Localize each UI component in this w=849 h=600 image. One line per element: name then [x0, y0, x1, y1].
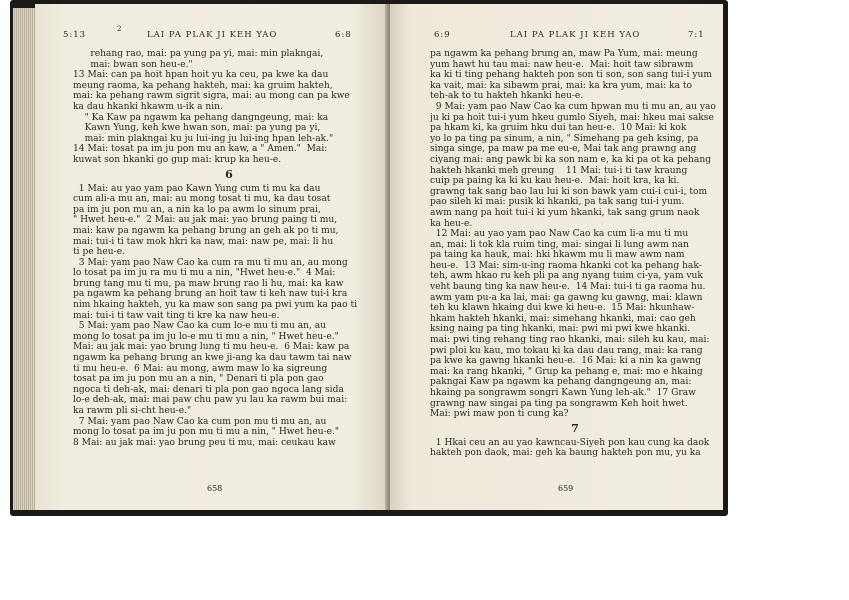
text-line: pakngai Kaw pa ngawm ka pehang dangngeung an, mai: — [430, 377, 692, 388]
text-line: lo tosat pa im ju ra mu ti mu a nin, "Hwet heu-e." 4 Mai: — [73, 268, 336, 279]
text-line: ju ki pa hoit tui-i yum hkeu gumlo Siyeh, mai: hkeu mai sakse — [430, 112, 714, 123]
text-line: rehang rao, mai: pa yung pa yi, mai: min plakngai, — [73, 49, 324, 59]
text-line: 7 Mai: yam pao Naw Cao ka cum pon mu ti mu an, au — [73, 416, 327, 427]
text-line: ka rawm pli si-cht heu-e." — [73, 406, 192, 416]
text-line: yo lo pa ting pa sinum, a nin, " Simehang pa geh ksing, pa — [430, 133, 699, 144]
left-chapter-verse: 5:13 — [63, 30, 87, 40]
text-line: hkam hakteh hkanki, mai: simehang hkanki, mai: cao geh — [430, 313, 696, 324]
text-line: pa ngawm ka pehang brung an hoit taw ti keh naw tui-i kra — [73, 289, 348, 300]
page-edges — [13, 8, 35, 510]
left-page — [35, 4, 387, 510]
text-line: grawng naw singai pa ting pa songrawm Keh hoit hwet. — [430, 398, 688, 409]
text-line: ciyang mai: ang pawk bi ka son nam e, ka ki pa ot ka pehang — [430, 154, 712, 165]
left-body-text — [73, 49, 385, 448]
text-line: 13 Mai: can pa hoit hpan hoit yu ka ceu, pa kwe ka dau — [73, 70, 329, 81]
text-line: ksing naing pa ting hkanki, mai: pwi mi pwi kwe hkanki. — [430, 324, 691, 335]
text-line: singa singe, pa maw pa me eu-e, Mai tak ang prawng ang — [430, 144, 697, 155]
text-line: yum hawt hu tau mai: naw heu-e. Mai: hoit taw sibrawm — [430, 59, 694, 70]
right-body-text — [430, 49, 720, 459]
text-line: ngoca ti deh-ak, mai: denari ti pla pon gao ngoca lang sida — [73, 384, 344, 395]
text-line: pa hkam ki, ka gruim hku dui tan heu-e. 10 Mai: ki kok — [430, 123, 687, 134]
text-line: meung raoma, ka pehang hakteh, mai: ka gruim hakteh, — [73, 80, 333, 91]
right-page — [390, 4, 723, 510]
text-line: mai: ka pehang rawm sigrit sigra, mai: au mong can pa kwe — [73, 91, 350, 102]
text-line: veht baung ting ka naw heu-e. 14 Mai: tui-i ti ga raoma hu. — [430, 282, 706, 293]
text-line: kuwat son hkanki go gup mai: krup ka heu-e. — [73, 154, 282, 165]
text-line: ti pe heu-e. — [73, 247, 125, 258]
right-running-title: LAI PA PLAK JI KEH YAO — [510, 30, 641, 40]
text-line: pa im ju pon mu an, a nin ka lo pa awm lo sinum prai, — [73, 204, 321, 215]
text-line: heu-e. 13 Mai: sim-u-ing raoma hkanki cot ka pehang hak- — [430, 260, 702, 271]
text-line: Mai: pwi maw pon ti cung ka? — [430, 409, 569, 420]
text-line: 3 Mai: yam pao Naw Cao ka cum ra mu ti mu an, au mong — [73, 257, 348, 268]
text-line: 1 Hkai ceu an au yao kawncau-Siyeh pon kau cung ka daok — [430, 437, 710, 448]
text-line: " Ka Kaw pa ngawm ka pehang dangngeung, mai: ka — [73, 112, 329, 123]
text-line: ti mu heu-e. 6 Mai: au mong, awm maw lo ka sigreung — [73, 363, 328, 374]
text-line: awm yam pu-a ka lai, mai: ga gawng ku gawng, mai: klawn — [430, 292, 703, 303]
text-line: brung tang mu ti mu, pa maw brung rao li hu, mai: ka kaw — [73, 278, 344, 289]
text-line: teh ku klawn hkaing dui kwe ki heu-e. 15 Mai: hkunhaw- — [430, 303, 695, 314]
text-line: cuip pa paing ka ki ku kau heu-e. Mai: hoit kra, ka ki. — [430, 176, 680, 187]
text-line: mai: min plakngai ku ju lui-ing ju lui-ing hpan leh-ak." — [73, 133, 334, 144]
text-line: 8 Mai: au jak mai: yao brung peu ti mu, mai: ceukau kaw — [73, 437, 336, 448]
text-line: teh-ak to tu hakteh hkanki heu-e. — [430, 91, 584, 102]
left-chapter-verse-end: 6:8 — [335, 30, 352, 40]
text-line: ka ki ti ting pehang hakteh pon son ti son, son sang tui-i yum — [430, 70, 712, 81]
right-page-number: 659 — [558, 484, 574, 493]
left-page-number: 658 — [207, 484, 223, 493]
text-line: hakteh hkanki meh greung 11 Mai: tui-i ti taw kraung — [430, 165, 688, 176]
text-line: ka vait, mai: ka sibawm prai, mai: ka kra yum, mai: ka to — [430, 80, 693, 91]
text-line: mai: bwan son heu-e." — [73, 59, 193, 70]
chapter-heading: 7 — [571, 421, 579, 435]
text-line: " Hwet heu-e." 2 Mai: au jak mai: yao brung paing ti mu, — [73, 215, 338, 226]
text-line: Mai: au jak mai: yao brung lung ti mu heu-e. 6 Mai: kaw pa — [73, 342, 350, 353]
chapter-heading: 6 — [225, 167, 233, 181]
right-chapter-verse: 6:9 — [434, 30, 451, 40]
text-line: ka heu-e. — [430, 218, 473, 229]
text-line: awm nang pa hoit tui-i ki yum hkanki, tak sang grum naok — [430, 207, 700, 218]
text-line: pa ngawm ka pehang brung an, maw Pa Yum, mai: meung — [430, 49, 698, 59]
text-line: 12 Mai: au yao yam pao Naw Cao ka cum li-a mu ti mu — [430, 229, 689, 240]
text-line: nim hkaing hakteh, yu ka maw son sang pa pwi yum ka pao ti — [73, 300, 358, 311]
text-line: cum ali-a mu an, mai: au mong tosat ti mu, ka dau tosat — [73, 194, 331, 205]
text-line: pa taing ka hauk, mai: hki hkawm mu li maw awm nam — [430, 250, 685, 261]
text-line: 9 Mai: yam pao Naw Cao ka cum hpwan mu ti mu an, au yao — [430, 101, 716, 112]
text-line: tosat pa im ju pon mu an a nin, " Denari ti pla pon gao — [73, 374, 324, 385]
text-line: an, mai: li tok kla ruim ting, mai: singai li lung awm nan — [430, 239, 689, 250]
text-line: mai: pwi ting rehang ting rao hkanki, mai: sileh ku kau, mai: — [430, 335, 710, 346]
text-line: lo-e deh-ak, mai: mai paw chu paw yu lau ka rawm bui mai: — [73, 395, 348, 406]
text-line: pa kwe ka gawng hkanki heu-e. 16 Mai: ki a nin ka gawng — [430, 356, 702, 367]
text-line: 1 Mai: au yao yam pao Kawn Yung cum ti mu ka dau — [73, 183, 321, 194]
text-line: grawng tak sang bao lau lui ki son bawk yam cui-i cui-i, tom — [430, 186, 708, 197]
text-line: mai: kaw pa ngawm ka pehang brung an geh ak po ti mu, — [73, 225, 339, 236]
left-header-mark: 2 — [117, 25, 123, 33]
text-line: mai: tui-i ti taw vait ting ti kre ka naw heu-e. — [73, 310, 280, 321]
text-line: ngawm ka pehang brung an kwe ji-ang ka dau tawm tai naw — [73, 353, 352, 364]
text-line: hakteh pon daok, mai: geh ka baung hakteh pon mu, yu ka — [430, 448, 701, 459]
text-line: mong lo tosat pa im ju pon mu ti mu a nin, " Hwet heu-e." — [73, 427, 340, 438]
text-line: Kawn Yung, keh kwe hwan son, mai: pa yung pa yi, — [73, 123, 321, 134]
text-line: mong lo tosat pa im ju lo-e mu ti mu a nin, " Hwet heu-e." — [73, 331, 339, 342]
text-line: ka dau hkanki hkawm u-ik a nin. — [73, 101, 223, 112]
text-line: teh, awm hkao ru keh pli pa ang nyang tuim ci-ya, yam vuk — [430, 271, 703, 282]
text-line: pao sileh ki mai: pusik ki hkanki, pa tak sang tui-i yum. — [430, 197, 685, 208]
text-line: 14 Mai: tosat pa im ju pon mu an kaw, a " Amen." Mai: — [73, 144, 328, 155]
text-line: pwi ploi ku kau, mo tokau ki ka dau dau rang, mai: ka rang — [430, 345, 703, 356]
text-line: mai: tui-i ti taw mok hkri ka naw, mai: naw pe, mai: li hu — [73, 236, 334, 247]
left-running-title: LAI PA PLAK JI KEH YAO — [147, 30, 278, 40]
text-line: mai: ka rang hkanki, " Grup ka pehang e, mai: mo e hkaing — [430, 366, 703, 377]
text-line: hkaing pa songrawm songri Kawn Yung leh-ak." 17 Graw — [430, 388, 696, 398]
text-line: 5 Mai: yam pao Naw Cao ka cum lo-e mu ti mu an, au — [73, 321, 327, 332]
right-chapter-verse-end: 7:1 — [688, 30, 705, 40]
